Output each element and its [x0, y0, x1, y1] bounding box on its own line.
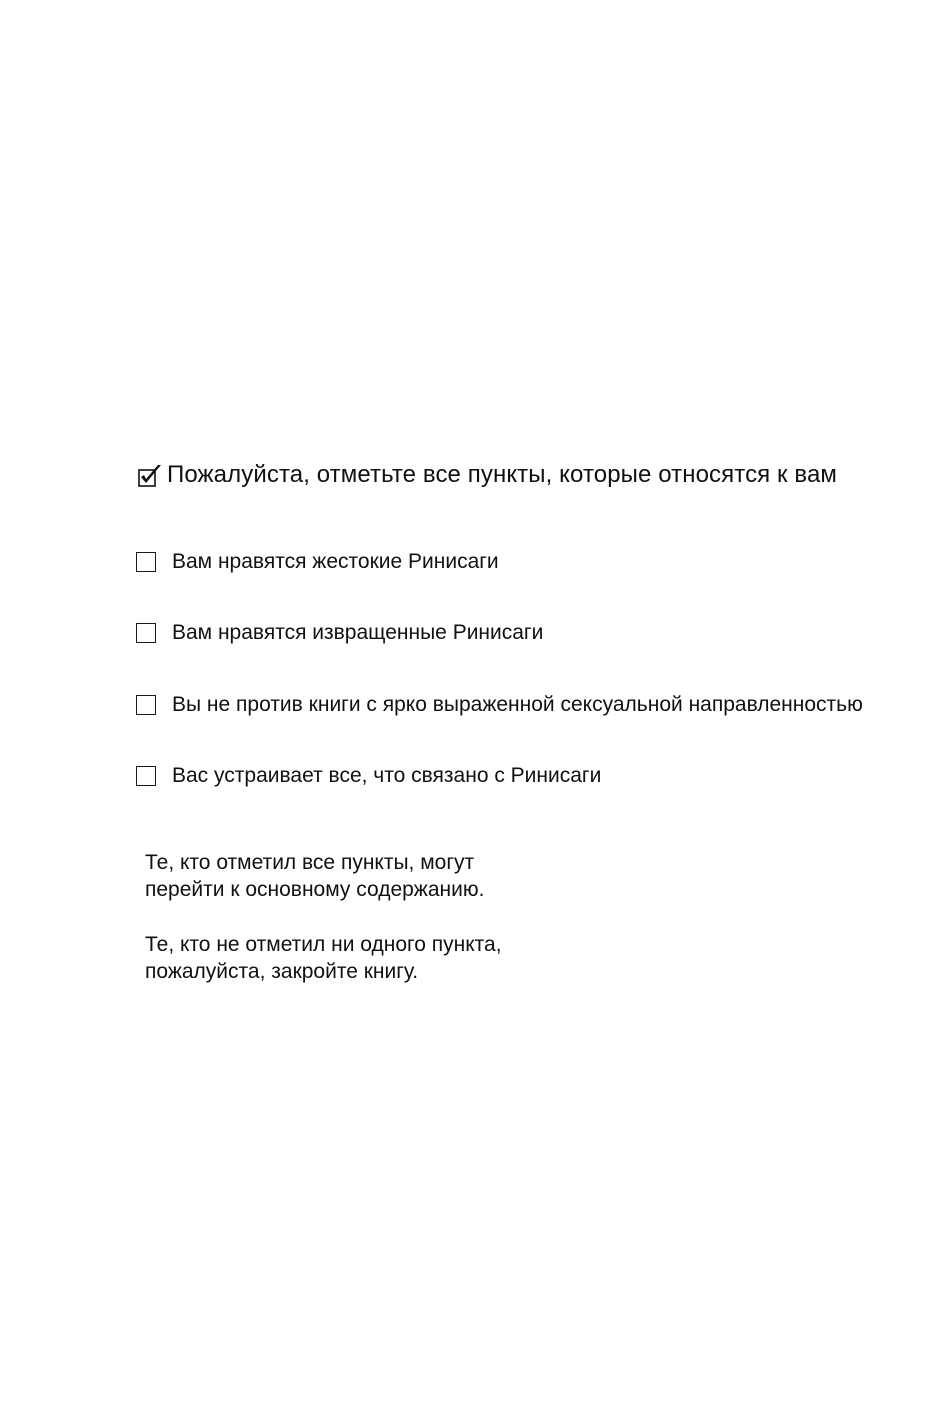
checkbox-cruel[interactable] [136, 552, 156, 572]
note-all-checked [145, 849, 605, 903]
option-perverted[interactable] [136, 619, 543, 647]
option-everything[interactable] [136, 762, 601, 790]
option-cruel[interactable] [136, 548, 499, 576]
option-label: Вам нравятся извращенные Ринисаги [172, 621, 544, 644]
option-label: Вам нравятся жестокие Ринисаги [172, 550, 499, 573]
option-sexual-content[interactable] [136, 691, 863, 719]
note-line: Те, кто не отметил ни одного пункта, [145, 933, 502, 956]
option-label: Вас устраивает все, что связано с Ринисаги [172, 764, 602, 787]
note-line: перейти к основному содержанию. [145, 878, 485, 901]
checkbox-perverted[interactable] [136, 623, 156, 643]
note-none-checked [145, 931, 605, 985]
heading-text: Пожалуйста, отметьте все пункты, которые относятся к вам [167, 461, 838, 488]
instruction-heading [137, 458, 837, 492]
checkbox-everything[interactable] [136, 766, 156, 786]
option-label: Вы не против книги с ярко выраженной сексуальной направленностью [172, 693, 863, 716]
note-line: Те, кто отметил все пункты, могут [145, 851, 475, 874]
checkbox-sexual-content[interactable] [136, 695, 156, 715]
checked-box-icon [137, 462, 163, 488]
note-line: пожалуйста, закройте книгу. [145, 960, 419, 983]
